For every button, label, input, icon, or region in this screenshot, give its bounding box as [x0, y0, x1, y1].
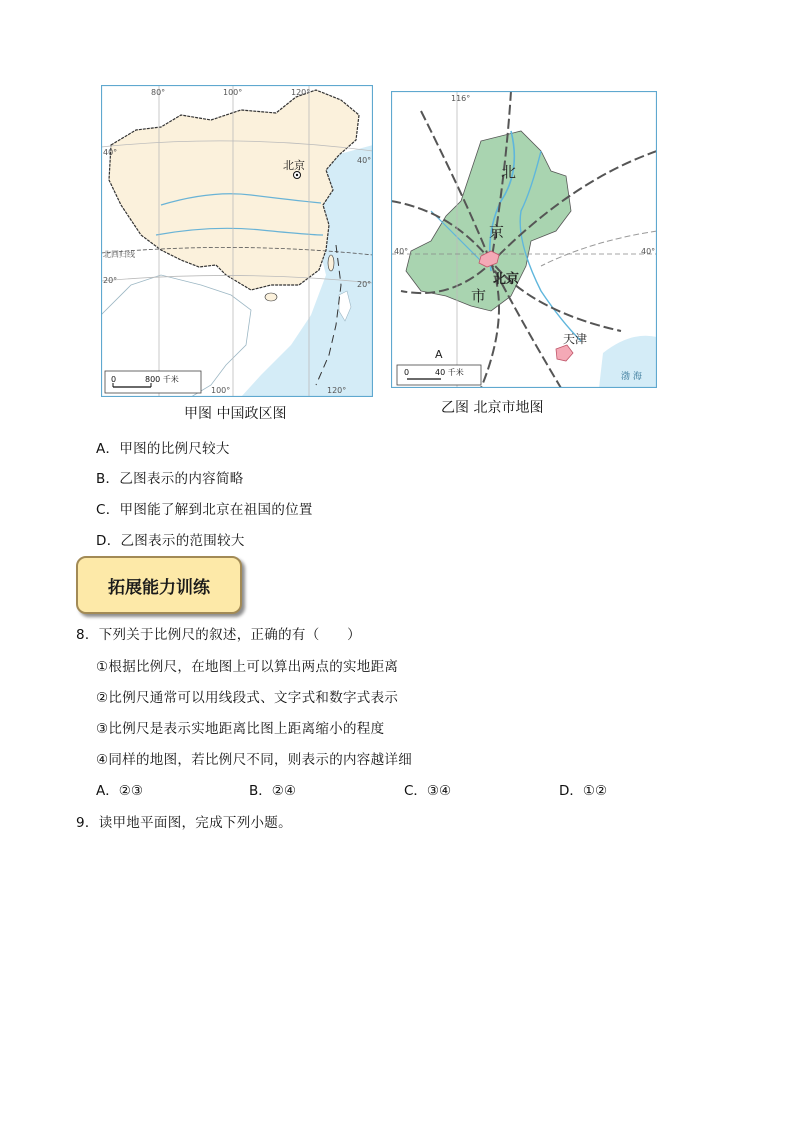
q7-option-d: D．乙图表示的范围较大	[96, 533, 245, 549]
q8-item-4: ④同样的地图，若比例尺不同，则表示的内容越详细	[96, 752, 413, 768]
bottom-lon-120: 120°	[327, 386, 347, 395]
lon-label-100: 100°	[223, 88, 243, 97]
beijing-map-svg	[391, 91, 657, 388]
q9-stem: 9．读甲地平面图，完成下列小题。	[76, 815, 292, 831]
lon-label-80: 80°	[151, 88, 166, 97]
scale-value: 40 千米	[435, 368, 464, 377]
q8-choice-a: A．②③	[96, 783, 143, 799]
tropic-label: 北回归线	[103, 250, 135, 259]
q8-item-2: ②比例尺通常可以用线段式、文字式和数字式表示	[96, 690, 399, 706]
q8-choice-c: C．③④	[404, 783, 452, 799]
hainan	[265, 293, 277, 301]
beijing-label: 北京	[283, 159, 305, 172]
bottom-lon-100: 100°	[211, 386, 231, 395]
q8-item-3: ③比例尺是表示实地距离比图上距离缩小的程度	[96, 721, 385, 737]
lat-label-40-left: 40°	[103, 148, 118, 157]
q7-option-c: C．甲图能了解到北京在祖国的位置	[96, 502, 313, 518]
taiwan	[328, 255, 334, 271]
region-char-bei: 北	[501, 163, 517, 181]
scale-zero: 0	[111, 375, 117, 384]
lat-label-20-left: 20°	[103, 276, 118, 285]
scale-zero: 0	[404, 368, 410, 377]
tianjin-label: 天津	[563, 332, 588, 346]
lon-label-116: 116°	[451, 94, 471, 103]
section-badge: 拓展能力训练	[76, 556, 242, 614]
q8-stem: 8．下列关于比例尺的叙述，正确的有（ ）	[76, 627, 361, 643]
lat-label-20-right: 20°	[357, 280, 372, 289]
lon-label-120: 120°	[291, 88, 311, 97]
sea-label: 渤 海	[621, 372, 642, 382]
region-char-jing: 京	[489, 223, 505, 241]
beijing-city-label: 北京	[493, 272, 520, 287]
lat-label-right: 40°	[641, 247, 656, 256]
q8-choice-d: D．①②	[559, 783, 608, 799]
lat-label-left: 40°	[394, 247, 409, 256]
q8-item-1: ①根据比例尺，在地图上可以算出两点的实地距离	[96, 659, 399, 675]
q7-option-a: A．甲图的比例尺较大	[96, 441, 230, 457]
map-jia	[101, 85, 373, 397]
region-char-shi: 市	[471, 287, 487, 305]
map-yi	[391, 91, 657, 388]
q8-choice-b: B．②④	[249, 783, 296, 799]
caption-jia: 甲图 中国政区图	[184, 406, 287, 422]
lat-label-40-right: 40°	[357, 156, 372, 165]
caption-yi: 乙图 北京市地图	[441, 400, 544, 416]
china-map-svg	[101, 85, 373, 397]
scale-value: 800 千米	[145, 375, 179, 384]
q7-option-b: B．乙图表示的内容简略	[96, 471, 244, 487]
point-a-label: A	[435, 348, 443, 361]
